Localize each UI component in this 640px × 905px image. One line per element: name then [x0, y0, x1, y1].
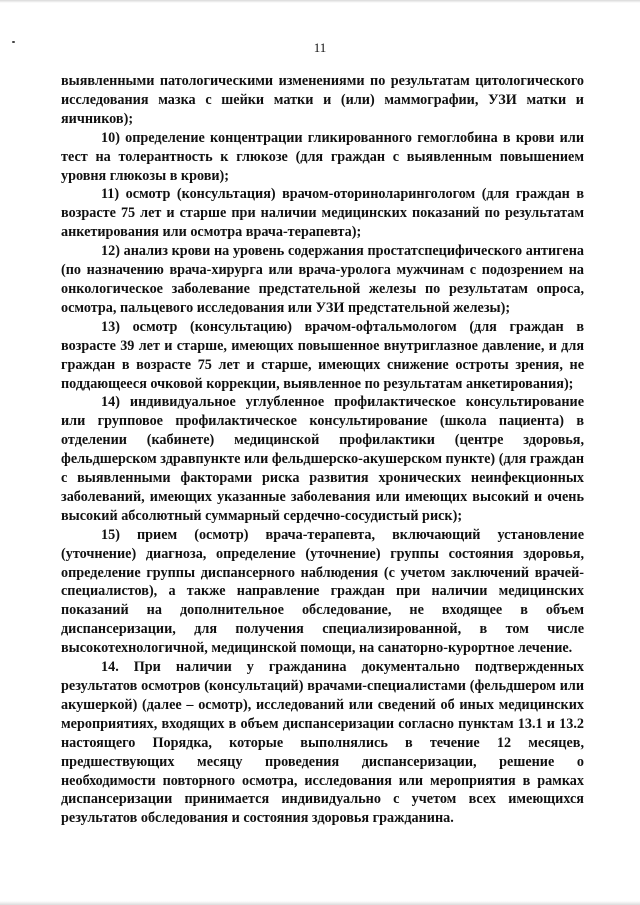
scan-edge-top [0, 0, 640, 3]
paragraph-item-10: 10) определение концентрации гликированного гемоглобина в крови или тест на толерантность к глюкозе (для граждан с выявленным повышением уровня глюкозы в крови); [61, 129, 584, 184]
paragraph-item-15: 15) прием (осмотр) врача-терапевта, включающий установление (уточнение) диагноза, определение (уточнение) группы состояния здоровья, определение группы диспансерного наблюдения (с учетом заключений врачей-специалистов), а также направление граждан при наличии медицинских показаний на дополнительное обследование, не входящее в объем диспансеризации, для получения специализированной, в том числе высокотехнологичной, медицинской помощи, на санаторно-курортное лечение. [61, 526, 584, 657]
page-number: 11 [313, 40, 327, 55]
paragraph-continuation: выявленными патологическими изменениями по результатам цитологического исследования мазка с шейки матки и (или) маммографии, УЗИ матки и яичников); [61, 73, 584, 127]
paragraph-item-13: 13) осмотр (консультацию) врачом-офтальмологом (для граждан в возрасте 39 лет и старше, имеющих повышенное внутриглазное давление, и для граждан в возрасте 75 лет и старше, имеющих снижение остроты зрения, не поддающееся очковой коррекции, выявленное по результатам анкетирования); [61, 318, 584, 392]
paragraph-item-12: 12) анализ крови на уровень содержания простатспецифического антигена (по назначению врача-хирурга или врача-уролога мужчинам с подозрением на онкологическое заболевание предстательной железы по результатам опроса, осмотра, пальцевого исследования или УЗИ предстательной железы); [61, 243, 584, 316]
paragraph-item-14: 14) индивидуальное углубленное профилактическое консультирование или групповое профилактическое консультирование (школа пациента) в отделении (кабинете) медицинской профилактики (центре здоровья, фельдшерском здравпункте или фельдшерско-акушерском пункте) (для граждан с выявленными факторами риска развития хронических неинфекционных заболеваний, имеющих указанные заболевания или имеющих высокий и очень высокий абсолютный суммарный сердечно-сосудистый риск); [61, 394, 584, 524]
paragraph-section-14: 14. При наличии у гражданина документально подтвержденных результатов осмотров (консультаций) врачами-специалистами (фельдшером или акушеркой) (далее – осмотр), исследований или сведений об иных медицинских мероприятиях, входящих в объем диспансеризации согласно пунктам 13.1 и 13.2 настоящего Порядка, которые выполнялись в течение 12 месяцев, предшествующих месяцу проведения диспансеризации, решение о необходимости повторного осмотра, исследования или мероприятия в рамках диспансеризации принимается индивидуально с учетом всех имеющихся результатов обследования и состояния здоровья гражданина. [61, 659, 584, 827]
scan-edge-bottom [0, 901, 640, 905]
document-body [61, 72, 584, 828]
paragraph-item-11: 11) осмотр (консультация) врачом-оториноларингологом (для граждан в возрасте 75 лет и старше при наличии медицинских показаний по результатам анкетирования или осмотра врача-терапевта); [61, 186, 584, 241]
